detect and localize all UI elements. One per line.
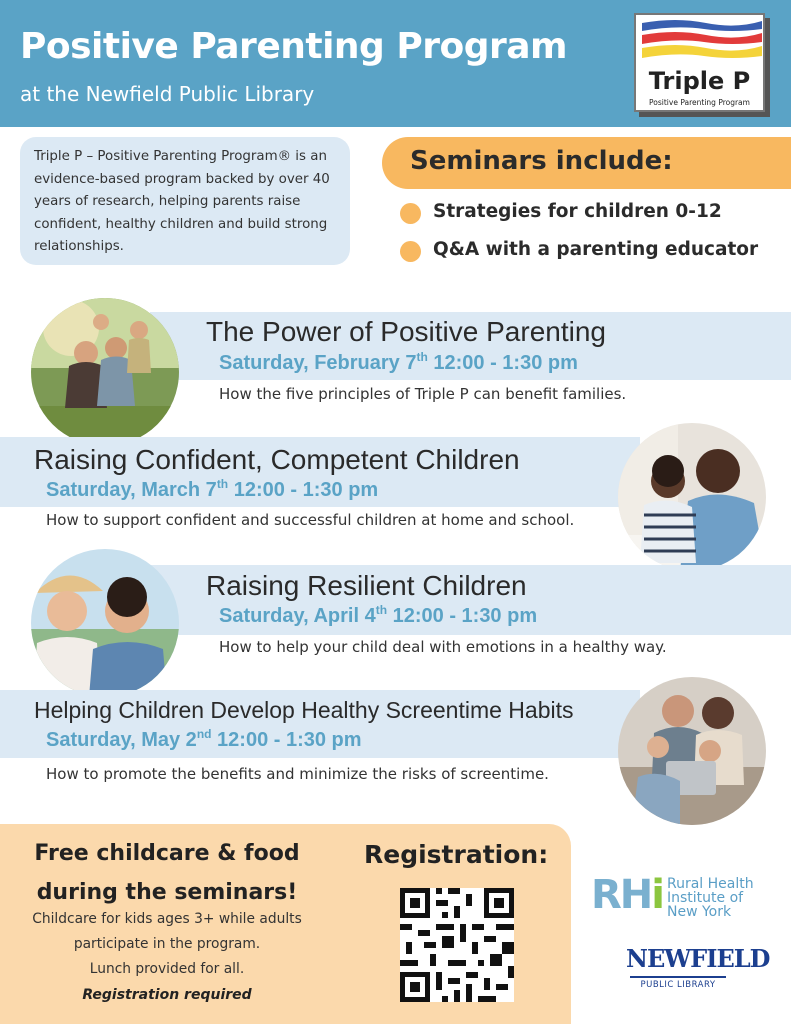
library-subtitle: PUBLIC LIBRARY [640, 980, 716, 990]
session-title: Raising Confident, Competent Children [34, 444, 520, 475]
family-photo [31, 298, 179, 446]
childcare-heading-line2: during the seminars! [36, 880, 298, 905]
session-description: How to support confident and successful children at home and school. [46, 511, 575, 529]
page-subtitle: at the Newfield Public Library [20, 82, 315, 106]
childcare-text-line3: Lunch provided for all. [89, 961, 245, 977]
triple-p-logo [634, 13, 765, 112]
library-name: NEWFIELD [626, 944, 770, 973]
children-laughing-photo [31, 549, 179, 697]
library-divider [630, 976, 726, 978]
session-description: How to help your child deal with emotions in a healthy way. [219, 638, 667, 656]
rural-health-institute-logo [591, 872, 781, 924]
seminars-banner [382, 137, 791, 189]
session-date: Saturday, February 7th 12:00 - 1:30 pm [219, 350, 578, 374]
registration-required-note: Registration required [82, 987, 252, 1003]
bullet-text: Q&A with a parenting educator [433, 239, 759, 260]
family-laptop-photo [618, 677, 766, 825]
bullet-dot-icon [400, 203, 421, 224]
seminars-heading: Seminars include: [410, 146, 673, 176]
rhi-line2: Institute of [667, 890, 744, 906]
session-date: Saturday, April 4th 12:00 - 1:30 pm [219, 603, 538, 627]
logo-tagline: Positive Parenting Program [649, 98, 750, 107]
newfield-library-logo [626, 944, 770, 992]
rhi-line1: Rural Health [667, 876, 754, 892]
registration-label: Registration: [364, 840, 549, 869]
session-date: Saturday, March 7th 12:00 - 1:30 pm [46, 477, 379, 501]
header-banner [0, 0, 791, 127]
father-son-photo [618, 423, 766, 571]
childcare-text-line2: participate in the program. [73, 936, 261, 952]
page-title: Positive Parenting Program [20, 26, 568, 67]
session-description: How the five principles of Triple P can benefit families. [219, 385, 627, 403]
childcare-text-line1: Childcare for kids ages 3+ while adults [32, 911, 302, 927]
qr-code-icon[interactable] [400, 888, 514, 1002]
seminar-bullet [400, 237, 791, 265]
bullet-dot-icon [400, 241, 421, 262]
session-title: Helping Children Develop Healthy Screentime Habits [34, 697, 574, 723]
session-date: Saturday, May 2nd 12:00 - 1:30 pm [46, 727, 362, 751]
registration-qr-code[interactable] [400, 888, 514, 1002]
seminar-bullet [400, 199, 791, 227]
bullet-text: Strategies for children 0-12 [433, 201, 722, 222]
session-description: How to promote the benefits and minimize the risks of screentime. [46, 765, 549, 783]
rhi-line3: New York [667, 904, 732, 920]
childcare-heading-line1: Free childcare & food [34, 841, 300, 866]
logo-wordmark: Triple P [648, 67, 751, 95]
session-title: Raising Resilient Children [206, 570, 527, 601]
session-title: The Power of Positive Parenting [206, 316, 606, 347]
rhi-mark: RHi [591, 872, 663, 918]
intro-box: Triple P – Positive Parenting Program® is an evidence-based program backed by over 40 years of research, helping parents raise confident, healthy children and build strong relationships. [20, 137, 350, 265]
